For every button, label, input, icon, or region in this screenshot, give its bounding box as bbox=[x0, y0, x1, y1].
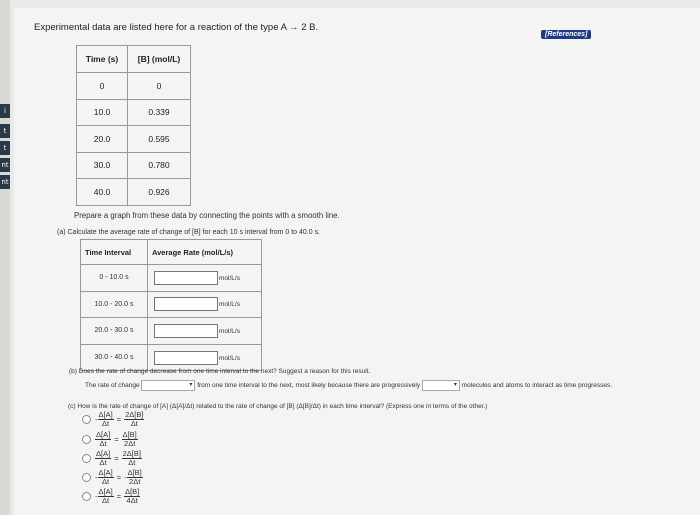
header-time: Time (s) bbox=[77, 46, 128, 73]
rhs-numerator: 2Δ[B] bbox=[125, 410, 144, 419]
unit-label: mol/L/s bbox=[219, 327, 240, 335]
option-1[interactable]: - $\frac{\Delta[A]}{\Delta t}$ = $\frac{2\Delta[B]}{\Delta t}$ bbox=[82, 411, 144, 428]
radio-button[interactable] bbox=[82, 473, 91, 482]
table-row bbox=[77, 152, 191, 179]
references-button[interactable]: [References] bbox=[541, 30, 591, 39]
rate-change-select[interactable] bbox=[141, 380, 195, 391]
time-cell: 40.0 bbox=[77, 179, 128, 206]
option-4[interactable]: - $\frac{\Delta[A]}{\Delta t}$ = - $\frac{\Delta[B]}{2\Delta t}$ bbox=[82, 469, 143, 486]
rhs-numerator: Δ[B] bbox=[125, 487, 140, 496]
part-c-question: (c) How is the rate of change of [A] (Δ[A]/Δt) related to the rate of change of [B] (Δ[B]/Δt) in each time interval? (Express one in terms of the other.) bbox=[68, 403, 488, 410]
interval-cell: 0 - 10.0 s bbox=[81, 265, 148, 292]
header-concentration: [B] (mol/L) bbox=[128, 46, 191, 73]
lhs-numerator: Δ[A] bbox=[96, 449, 111, 458]
part-b-suffix: molecules and atoms to interact as time progresses. bbox=[461, 382, 613, 390]
prepare-instruction: Prepare a graph from these data by connecting the points with a smooth line. bbox=[74, 211, 340, 220]
rhs-numerator: Δ[B] bbox=[122, 430, 137, 439]
interval-cell: 20.0 - 30.0 s bbox=[81, 318, 148, 345]
lhs-numerator: Δ[A] bbox=[98, 468, 113, 477]
edge-tab[interactable]: nt bbox=[0, 158, 10, 172]
table-row bbox=[77, 73, 191, 100]
lhs-denominator: Δt bbox=[99, 458, 107, 467]
time-cell: 10.0 bbox=[77, 99, 128, 126]
table-row bbox=[77, 179, 191, 206]
intro-text: Experimental data are listed here for a reaction of the type A → 2 B. bbox=[34, 22, 319, 33]
question-page bbox=[14, 8, 700, 515]
rhs-denominator: Δt bbox=[128, 458, 136, 467]
header-interval: Time Interval bbox=[81, 240, 148, 265]
conc-cell: 0.926 bbox=[128, 179, 191, 206]
rate-answer-input[interactable] bbox=[154, 271, 218, 285]
option-3[interactable]: $\frac{\Delta[A]}{\Delta t}$ = $\frac{2\Delta[B]}{\Delta t}$ bbox=[82, 450, 142, 467]
part-a-question: (a) Calculate the average rate of change of [B] for each 10 s interval from 0 to 40.0 s. bbox=[57, 229, 321, 236]
rate-answer-input[interactable] bbox=[154, 297, 218, 311]
radio-button[interactable] bbox=[82, 454, 91, 463]
conc-cell: 0 bbox=[128, 73, 191, 100]
time-cell: 20.0 bbox=[77, 126, 128, 153]
rhs-numerator: 2Δ[B] bbox=[122, 449, 141, 458]
header-average-rate: Average Rate (mol/L/s) bbox=[148, 240, 262, 265]
rate-table bbox=[80, 239, 262, 371]
rhs-denominator: 4Δt bbox=[126, 496, 138, 505]
table-row bbox=[77, 99, 191, 126]
time-cell: 30.0 bbox=[77, 152, 128, 179]
lhs-denominator: Δt bbox=[102, 496, 110, 505]
left-edge-strip bbox=[0, 0, 10, 515]
rhs-denominator: 2Δt bbox=[129, 477, 141, 486]
rhs-denominator: Δt bbox=[130, 419, 138, 428]
rate-answer-input[interactable] bbox=[154, 351, 218, 365]
unit-label: mol/L/s bbox=[219, 301, 240, 309]
sign: - bbox=[95, 492, 98, 501]
table-row bbox=[81, 265, 262, 292]
radio-button[interactable] bbox=[82, 492, 91, 501]
part-b-answer-line bbox=[85, 380, 612, 391]
edge-tab[interactable]: t bbox=[0, 124, 10, 138]
rhs-denominator: 2Δt bbox=[124, 439, 136, 448]
table-row bbox=[81, 344, 262, 371]
chevron-down-icon: ▾ bbox=[453, 382, 457, 388]
radio-button[interactable] bbox=[82, 415, 91, 424]
part-b-middle: from one time interval to the next, most likely because there are progressively bbox=[197, 382, 421, 390]
molecules-amount-select[interactable] bbox=[422, 380, 460, 391]
table-row bbox=[77, 126, 191, 153]
edge-tab[interactable]: nt bbox=[0, 175, 10, 189]
sign: - bbox=[95, 473, 98, 482]
unit-label: mol/L/s bbox=[219, 354, 240, 362]
lhs-numerator: Δ[A] bbox=[98, 410, 113, 419]
table-row bbox=[81, 291, 262, 318]
edge-tab[interactable]: i bbox=[0, 104, 10, 118]
part-b-prefix: The rate of change bbox=[85, 382, 140, 390]
interval-cell: 10.0 - 20.0 s bbox=[81, 291, 148, 318]
sign: - bbox=[95, 415, 98, 424]
conc-cell: 0.595 bbox=[128, 126, 191, 153]
lhs-denominator: Δt bbox=[102, 477, 110, 486]
lhs-denominator: Δt bbox=[99, 439, 107, 448]
edge-tab[interactable]: t bbox=[0, 141, 10, 155]
time-cell: 0 bbox=[77, 73, 128, 100]
conc-cell: 0.339 bbox=[128, 99, 191, 126]
interval-cell: 30.0 - 40.0 s bbox=[81, 344, 148, 371]
unit-label: mol/L/s bbox=[219, 274, 240, 282]
table-row bbox=[81, 318, 262, 345]
lhs-denominator: Δt bbox=[102, 419, 110, 428]
lhs-numerator: Δ[A] bbox=[96, 430, 111, 439]
option-2[interactable]: $\frac{\Delta[A]}{\Delta t}$ = $\frac{\Delta[B]}{2\Delta t}$ bbox=[82, 431, 138, 448]
lhs-numerator: Δ[A] bbox=[98, 487, 113, 496]
sign: - bbox=[124, 473, 127, 482]
option-5[interactable]: - $\frac{\Delta[A]}{\Delta t}$ = $\frac{\Delta[B]}{4\Delta t}$ bbox=[82, 488, 140, 505]
conc-cell: 0.780 bbox=[128, 152, 191, 179]
chevron-down-icon: ▾ bbox=[189, 382, 193, 388]
rhs-numerator: Δ[B] bbox=[127, 468, 142, 477]
part-b-question: (b) Does the rate of change decrease from one time interval to the next? Suggest a reason for this result. bbox=[69, 368, 371, 375]
radio-button[interactable] bbox=[82, 435, 91, 444]
rate-answer-input[interactable] bbox=[154, 324, 218, 338]
data-table bbox=[76, 45, 191, 206]
